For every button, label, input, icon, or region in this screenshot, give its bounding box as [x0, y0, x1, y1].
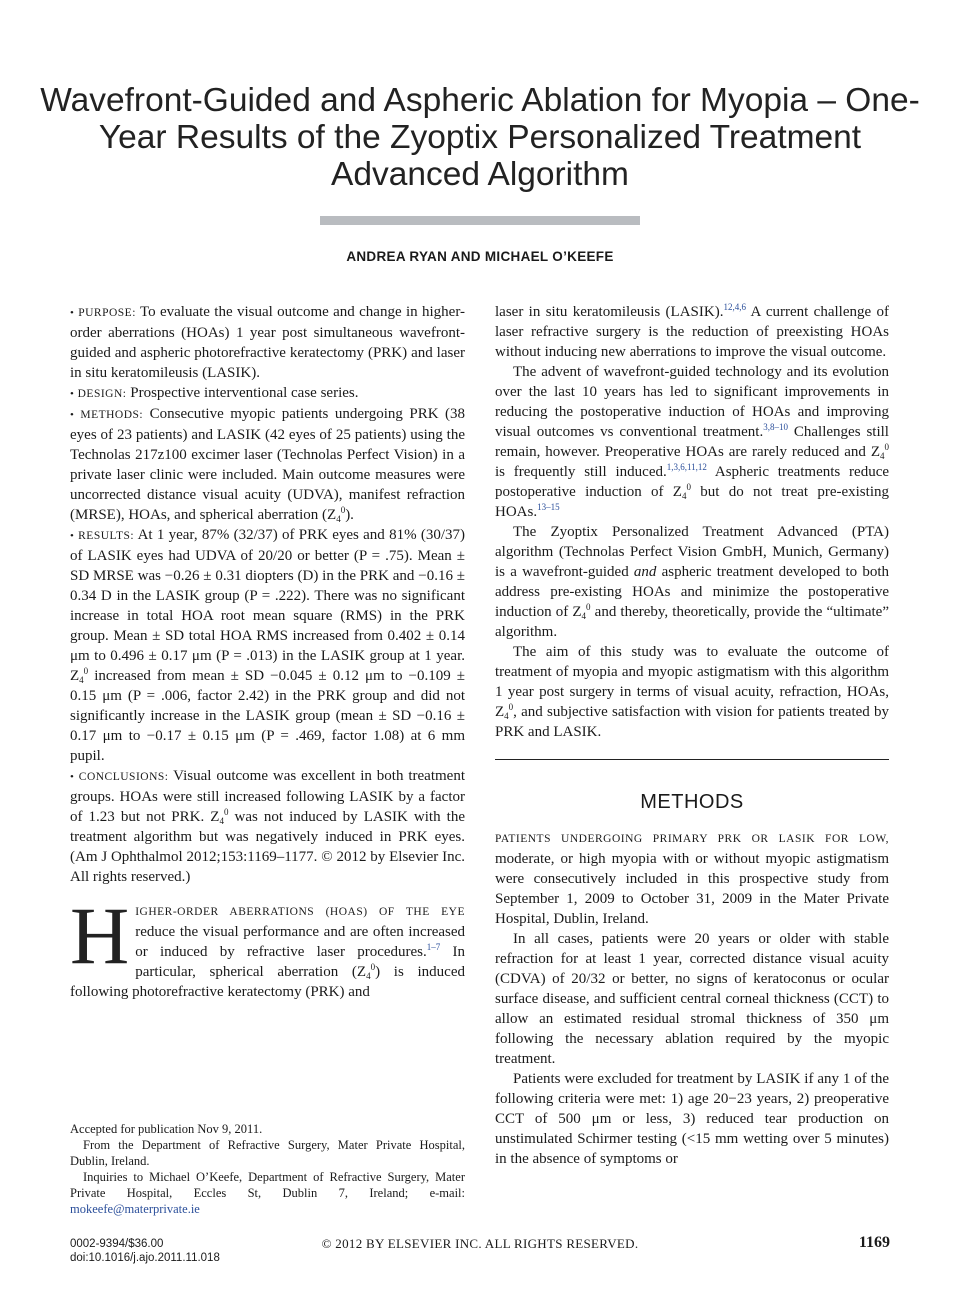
- methods-paragraph-1: [495, 828, 889, 929]
- bullet-icon: •: [70, 307, 74, 319]
- issn: 0002-9394/$36.00: [70, 1238, 164, 1250]
- right-paragraph-1: [495, 302, 889, 362]
- superscript: 0: [586, 602, 591, 612]
- abstract-conclusions: [70, 766, 465, 887]
- text: laser in situ keratomileusis (LASIK).: [495, 304, 724, 320]
- subscript: 4: [581, 611, 587, 621]
- superscript: 0: [370, 962, 376, 972]
- doi: doi:10.1016/j.ajo.2011.11.018: [70, 1252, 220, 1264]
- section-divider: [495, 759, 889, 760]
- results-text-2: increased from mean ± SD −0.045 ± 0.12 μm to −0.109 ± 0.15 μm (P = .006, factor 2.42) in the PRK group and did not significantly increase in the LASIK group (mean ± SD −0.16 ± 0.17 μm to −0.17 ± 0.15 μm (P = .469, factor 1.08) at 6 mm pupil.: [70, 668, 465, 764]
- purpose-label: PURPOSE:: [78, 307, 136, 319]
- bullet-icon: •: [70, 771, 74, 783]
- methods-end: ).: [345, 507, 354, 523]
- subscript: 4: [336, 514, 341, 524]
- superscript: 0: [83, 666, 89, 676]
- right-column: [495, 302, 889, 1169]
- citation-link[interactable]: 1–7: [426, 942, 441, 952]
- page-number: 1169: [858, 1234, 890, 1251]
- text: The aim of this study was to evaluate the outcome of treatment of myopia and myopic astigmatism with this algorithm 1 year post surgery in terms of visual acuity, refraction, HOAs, Z: [495, 644, 889, 720]
- emphasis: and: [633, 564, 657, 580]
- footer-identifiers: [70, 1237, 220, 1265]
- methods-label: METHODS:: [80, 409, 144, 421]
- text: Challenges still remain, however. Preoperative HOAs are rarely reduced and Z: [495, 424, 889, 460]
- lead-caps: PATIENTS UNDERGOING PRIMARY PRK OR LASIK FOR LOW,: [495, 833, 889, 845]
- text: , and subjective satisfaction with vision for patients treated by PRK and LASIK.: [495, 704, 889, 740]
- superscript: 0: [223, 807, 229, 817]
- text: moderate, or high myopia with or without myopic astigmatism were consecutively included in this prospective study from September 1, 2009 to October 31, 2009 in the Mater Private Hospital, Dublin, Ireland.: [495, 851, 889, 927]
- intro-text-3: ) is induced following photorefractive keratectomy (PRK) and: [70, 964, 465, 1000]
- drop-cap: H: [70, 890, 130, 981]
- intro-text-1: reduce the visual performance and are often increased or induced by refractive laser procedures.: [135, 924, 465, 960]
- citation-link[interactable]: 1,3,6,11,12: [666, 462, 707, 472]
- superscript: 0: [340, 505, 346, 515]
- superscript: 0: [686, 482, 691, 492]
- conclusions-label: CONCLUSIONS:: [78, 771, 169, 783]
- results-text-1: At 1 year, 87% (32/37) of PRK eyes and 81% (30/37) of LASIK eyes had UDVA of 20/20 or better (P = .75). Mean ± SD MRSE was −0.26 ± 0.31 diopters (D) in the PRK and −0.16 ± 0.34 D in the LASIK group (P = .222). There was no significant increase in total HOA root mean square (RMS) in the PRK group. Mean ± SD total HOA RMS increased from 0.402 ± 0.14 μm to 0.496 ± 0.17 μm (P = .013) in the LASIK group at 1 year. Z: [70, 527, 465, 684]
- text: is frequently still induced.: [495, 464, 667, 480]
- design-label: DESIGN:: [77, 388, 127, 400]
- purpose-text: To evaluate the visual outcome and change in higher-order aberrations (HOAs) 1 year post simultaneous wavefront-guided and aspheric photorefractive keratectomy (PRK) and laser in situ keratomileusis (LASIK).: [70, 304, 466, 381]
- text: but do not treat pre-existing HOAs.: [495, 484, 889, 520]
- design-text: Prospective interventional case series.: [130, 385, 359, 401]
- inquiries-note: [70, 1169, 465, 1217]
- right-paragraph-2: [495, 362, 889, 522]
- methods-paragraph-3: Patients were excluded for treatment by LASIK if any 1 of the following criteria were met: 1) age 20−23 years, 2) preoperative CCT of 500 μm or less, 3) reduced tear production on unstimulated Schirmer testing (<15 mm wetting over 5 minutes) in the absence of symptoms or: [495, 1071, 889, 1167]
- bullet-icon: •: [70, 530, 74, 542]
- article-title: Wavefront-Guided and Aspheric Ablation for Myopia – One-Year Results of the Zyoptix Personalized Treatment Advanced Algorithm: [40, 82, 920, 193]
- intro-lead-caps: IGHER-ORDER ABERRATIONS (HOAS) OF THE EYE: [135, 906, 465, 918]
- abstract-design: [70, 383, 465, 404]
- conclusions-text-1: Visual outcome was excellent in both treatment groups. HOAs were still increased following LASIK by a factor of 1.23 but not PRK. Z: [70, 768, 465, 825]
- citation-link[interactable]: 12,4,6: [723, 302, 746, 312]
- right-paragraph-4: [495, 642, 889, 742]
- abstract-purpose: [70, 302, 465, 383]
- superscript: 0: [508, 702, 514, 712]
- intro-paragraph: [70, 890, 466, 1002]
- methods-heading: METHODS: [640, 791, 744, 813]
- email-link[interactable]: mokeefe@materprivate.ie: [70, 1202, 200, 1216]
- text: The advent of wavefront-guided technology and its evolution over the last 10 years has led to significant improvements in reducing the postoperative induction of HOAs and improving visual outcomes vs conventional treatment.: [495, 364, 889, 440]
- text: A current challenge of laser refractive surgery is the reduction of preexisting HOAs without inducing new aberrations to improve the visual outcome.: [495, 304, 889, 360]
- text: and thereby, theoretically, provide the “ultimate” algorithm.: [495, 604, 889, 640]
- superscript: 0: [884, 442, 889, 452]
- abstract-methods: [70, 404, 465, 525]
- methods-paragraph-2: In all cases, patients were 20 years or older with stable refraction for at least 1 year, corrected distance visual acuity (CDVA) of 20/32 or better, no signs of keratoconus or ocular surface disease, and sufficient central corneal thickness (CCT) to allow an estimated residual stromal thickness of 350 μm following the necessary ablation required by the myopic treatment.: [495, 931, 889, 1067]
- article-notes: [70, 1121, 465, 1217]
- text: The Zyoptix Personalized Treatment Advanced (PTA) algorithm (Technolas Perfect Vision GmbH, Munich, Germany) is a wavefront-guided: [495, 524, 889, 580]
- intro-text-2: In particular, spherical aberration (Z: [135, 944, 466, 980]
- bullet-icon: •: [70, 409, 74, 421]
- abstract-results: [70, 525, 465, 766]
- text: Aspheric treatments reduce postoperative induction of Z: [495, 464, 890, 500]
- subscript: 4: [366, 971, 371, 981]
- subscript: 4: [880, 451, 885, 461]
- subscript: 4: [219, 816, 224, 826]
- conclusions-text-2: was not induced by LASIK with the treatment algorithm but was negatively induced in PRK eyes. (Am J Ophthalmol 2012;153:1169–1177. © 2012 by Elsevier Inc. All rights reserved.): [70, 809, 465, 885]
- methods-text: Consecutive myopic patients undergoing PRK (38 eyes of 23 patients) and LASIK (42 eyes of 25 patients) using the Technolas 217z100 excimer laser (Technolas Perfect Vision) in a private laser clinic were included. Main outcome measures were uncorrected distance visual acuity (UDVA), manifest refraction (MRSE), HOAs, and spherical aberration (Z: [70, 406, 466, 523]
- text: aspheric treatment developed to both address pre-existing HOAs and minimize the postoperative induction of Z: [495, 564, 889, 620]
- footer-copyright: © 2012 BY ELSEVIER INC. ALL RIGHTS RESERVED.: [321, 1236, 639, 1251]
- affiliation-note: From the Department of Refractive Surgery, Mater Private Hospital, Dublin, Ireland.: [70, 1138, 465, 1168]
- right-paragraph-3: [495, 522, 889, 642]
- bullet-icon: •: [70, 388, 74, 400]
- subscript: 4: [681, 491, 687, 501]
- title-rule: [320, 216, 640, 225]
- citation-link[interactable]: 3,8–10: [763, 422, 788, 432]
- inquiries-text: Inquiries to Michael O’Keefe, Department of Refractive Surgery, Mater Private Hospital, Eccles St, Dublin 7, Ireland; e-mail:: [70, 1170, 465, 1200]
- results-label: RESULTS:: [78, 530, 135, 542]
- subscript: 4: [79, 675, 84, 685]
- subscript: 4: [504, 711, 509, 721]
- left-column: [70, 302, 465, 1002]
- accepted-note: Accepted for publication Nov 9, 2011.: [70, 1122, 263, 1136]
- citation-link[interactable]: 13–15: [537, 502, 560, 512]
- authors: ANDREA RYAN AND MICHAEL O’KEEFE: [346, 249, 614, 264]
